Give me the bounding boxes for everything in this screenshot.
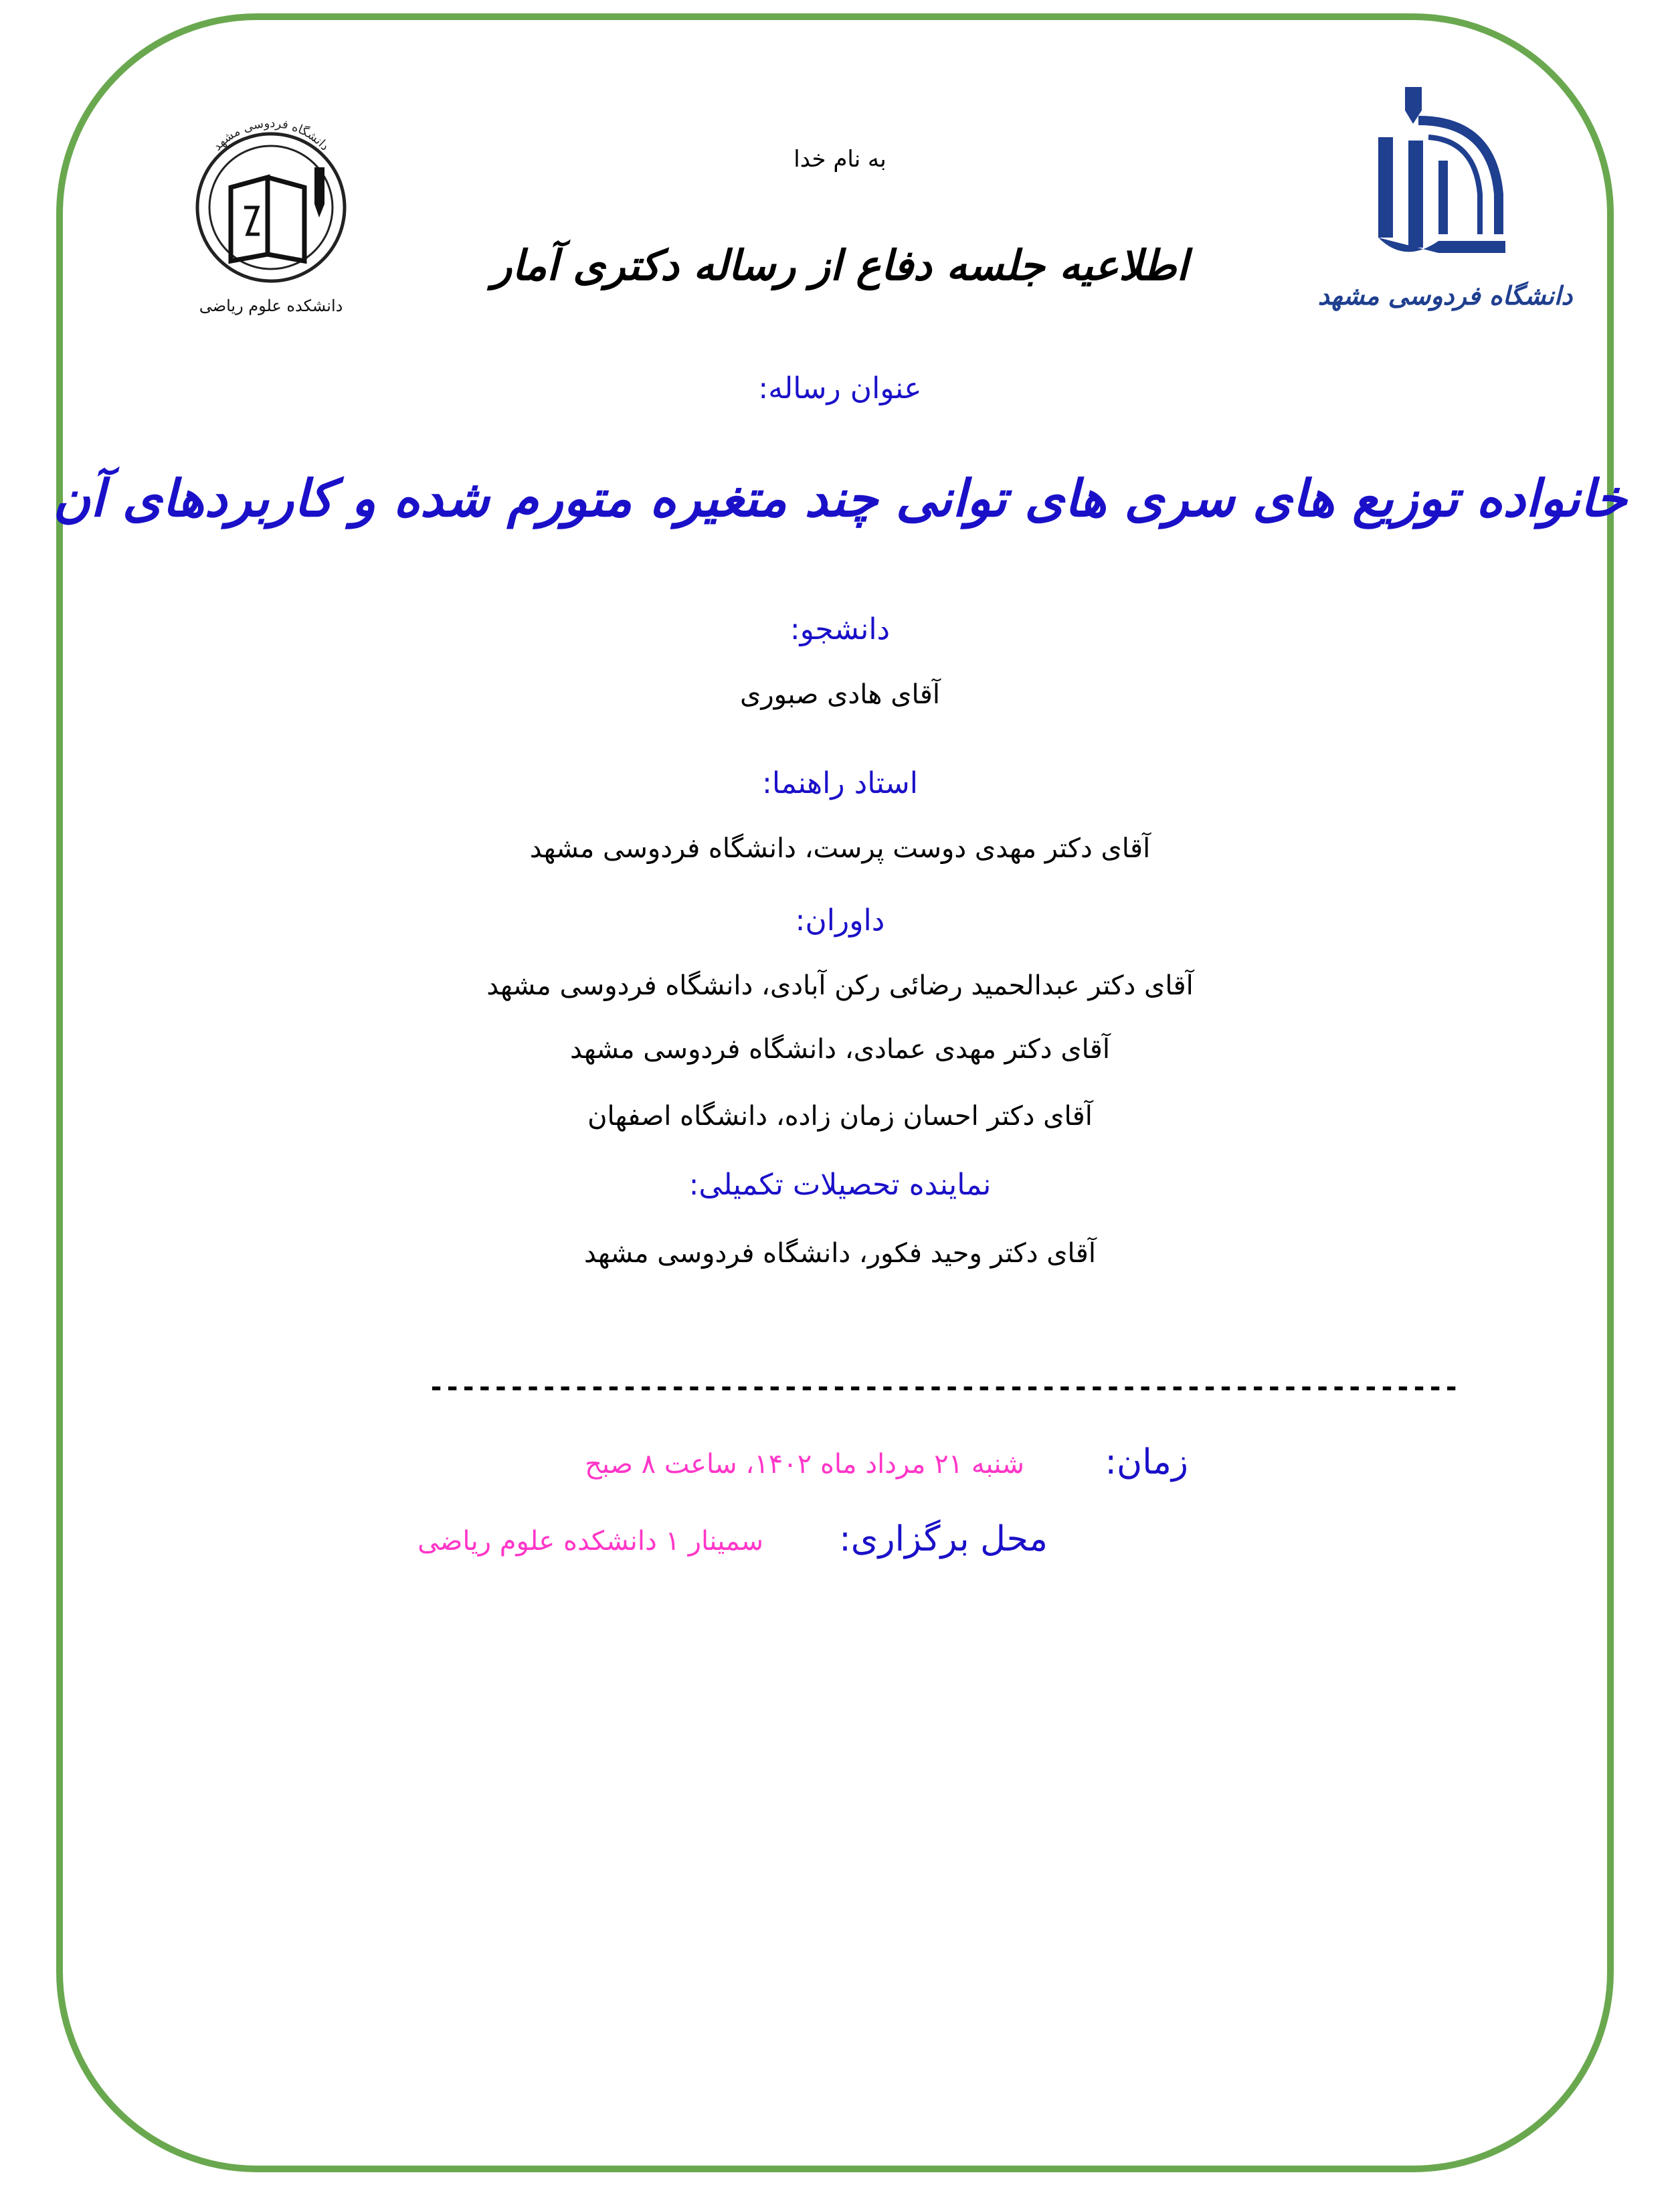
time-value: شنبه ۲۱ مرداد ماه ۱۴۰۲، ساعت ۸ صبح bbox=[585, 1449, 1024, 1480]
faculty-of-mathematical-sciences-logo-icon bbox=[181, 90, 361, 345]
time-label: زمان: bbox=[1105, 1442, 1188, 1482]
divider: ---------------------------------------------------------------- bbox=[428, 1372, 1460, 1403]
logo-arc-text: دانشگاه فردوسی مشهد bbox=[210, 116, 332, 154]
place-label: محل برگزاری: bbox=[839, 1519, 1048, 1559]
bismillah: به نام خدا bbox=[794, 146, 886, 173]
university-logo-caption: دانشگاه فردوسی مشهد bbox=[1317, 280, 1573, 311]
referee-name: آقای دکتر مهدی عمادی، دانشگاه فردوسی مشهد bbox=[569, 1034, 1111, 1065]
graduate-rep-label: نماینده تحصیلات تکمیلی: bbox=[688, 1168, 992, 1202]
faculty-logo bbox=[181, 90, 361, 345]
referee-name: آقای دکتر عبدالحمید رضائی رکن آبادی، دانشگاه فردوسی مشهد bbox=[486, 970, 1194, 1001]
referee-name: آقای دکتر احسان زمان زاده، دانشگاه اصفهان bbox=[587, 1101, 1093, 1132]
supervisor-label: استاد راهنما: bbox=[762, 766, 918, 800]
thesis-label: عنوان رساله: bbox=[758, 371, 922, 406]
ferdowsi-university-logo-icon bbox=[1317, 74, 1573, 328]
page-title: اطلاعیه جلسه دفاع از رساله دکتری آمار bbox=[492, 241, 1188, 290]
supervisor-name: آقای دکتر مهدی دوست پرست، دانشگاه فردوسی مشهد bbox=[529, 833, 1151, 864]
thesis-title: خانواده توزیع های سری های توانی چند متغیره متورم شده و کاربردهای آن bbox=[53, 468, 1627, 528]
graduate-rep-name: آقای دکتر وحید فکور، دانشگاه فردوسی مشهد bbox=[584, 1238, 1096, 1269]
referees-label: داوران: bbox=[795, 903, 885, 938]
university-logo bbox=[1317, 74, 1573, 328]
faculty-logo-caption: دانشکده علوم ریاضی bbox=[199, 296, 343, 315]
student-label: دانشجو: bbox=[789, 612, 891, 646]
student-name: آقای هادی صبوری bbox=[740, 679, 940, 710]
place-value: سمینار ۱ دانشکده علوم ریاضی bbox=[417, 1526, 763, 1557]
